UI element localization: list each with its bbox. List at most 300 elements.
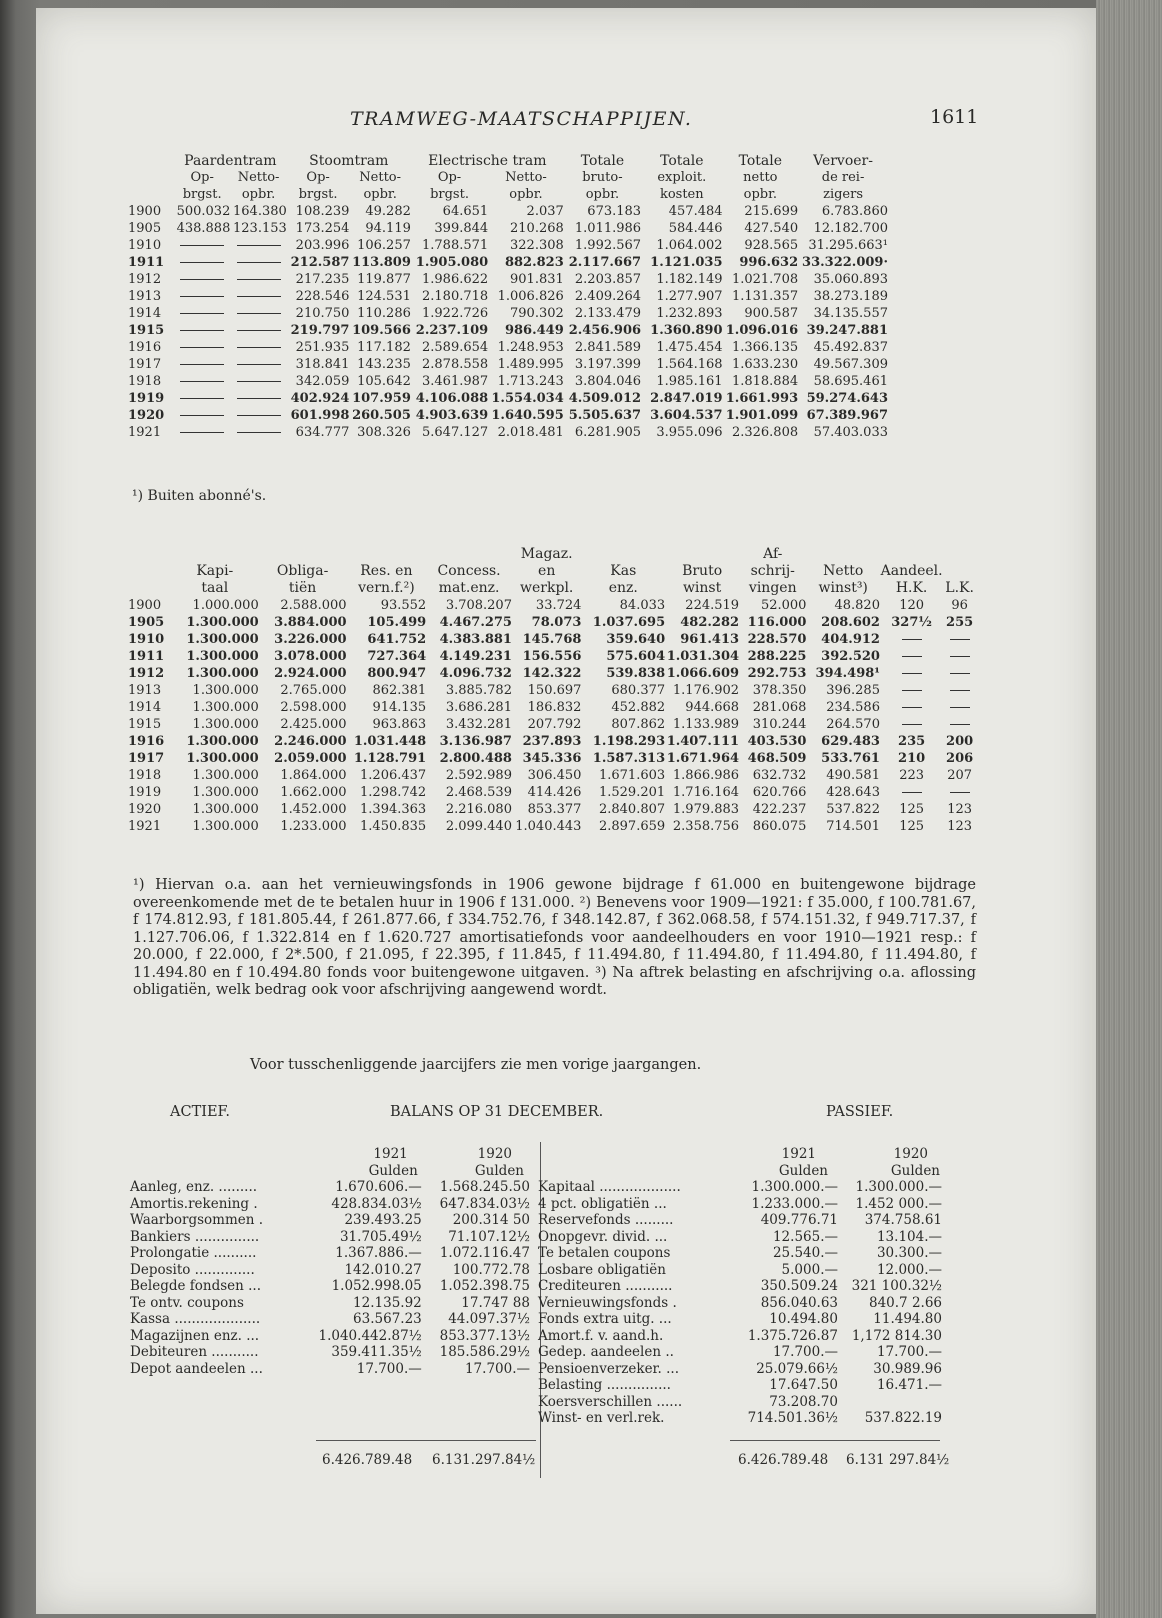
balans-label: Kapitaal ...................	[538, 1179, 681, 1195]
table-cell: 601.998	[290, 408, 350, 423]
column-header: enz.	[608, 580, 638, 596]
table-header-row	[128, 546, 976, 563]
balans-value-1920: 1.452 000.—	[855, 1195, 942, 1212]
balans-value-1921: 10.494.80	[769, 1311, 838, 1327]
dash-placeholder	[237, 347, 281, 348]
balans-row	[538, 1196, 942, 1213]
table-cell: 4.106.088	[415, 391, 489, 406]
table-cell: 3.432.281	[445, 717, 512, 732]
table-row	[128, 614, 976, 631]
table-cell: 1.300.000	[186, 734, 259, 749]
table-cell: 1.006.826	[497, 289, 564, 304]
column-header: taal	[201, 580, 229, 596]
balans-value-1921: 1.040.442.87½	[318, 1327, 422, 1344]
table-cell: 1.450.835	[360, 819, 427, 834]
table-cell: 116.000	[747, 615, 807, 630]
table-cell: 6.783.860	[821, 204, 888, 219]
dash-placeholder	[180, 313, 224, 314]
balans-value-1921: 17.647.50	[769, 1377, 838, 1393]
table-cell: 575.604	[606, 649, 666, 664]
table-cell: 96	[951, 598, 968, 613]
table-cell: 48.820	[834, 598, 880, 613]
table-cell: 1.905.080	[415, 255, 489, 270]
table-cell: 2.117.667	[568, 255, 642, 270]
table-cell	[230, 407, 286, 424]
table-cell	[230, 424, 286, 441]
dash-placeholder	[180, 415, 224, 416]
balans-label: Losbare obligatiën	[538, 1261, 666, 1278]
table-cell: 457.484	[668, 204, 723, 219]
table-cell: 125	[899, 802, 925, 817]
table-cell: 1.300.000	[192, 785, 259, 800]
table-cell: 3.708.207	[445, 598, 512, 613]
column-header: Res. en	[360, 563, 413, 579]
table-cell: 5.647.127	[422, 425, 489, 440]
table-cell: 84.033	[619, 598, 666, 613]
balans-value-1920: 71.107.12½	[448, 1228, 530, 1245]
balans-value-1920: 1,172 814.30	[851, 1327, 942, 1344]
table-cell: 210	[898, 751, 926, 766]
table-cell: 1.011.986	[574, 221, 642, 236]
balans-value-1921: 73.208.70	[769, 1393, 838, 1410]
table-cell: 31.295.663¹	[808, 238, 888, 253]
table-cell: 281.068	[752, 700, 807, 715]
balans-label: Reservefonds .........	[538, 1212, 674, 1228]
table-cell: 1.300.000	[186, 751, 259, 766]
table-cell	[230, 271, 286, 288]
dash-placeholder	[950, 724, 970, 725]
balans-label: Aanleg, enz. .........	[130, 1179, 258, 1195]
row-year: 1915	[128, 323, 165, 338]
table-cell: 1.300.000	[186, 666, 259, 681]
table-cell	[880, 631, 943, 648]
balans-value-1921: 5.000.—	[781, 1261, 838, 1278]
total-rule	[316, 1440, 536, 1441]
table-cell: 306.450	[527, 768, 582, 783]
balans-value-1920: 185.586.29½	[439, 1344, 530, 1360]
table-cell	[174, 407, 230, 424]
column-header	[171, 546, 259, 563]
balans-label: Onopgevr. divid. ...	[538, 1228, 668, 1245]
table-finance	[128, 546, 976, 835]
column-header: zigers	[823, 187, 864, 202]
balans-label: Winst- en verl.rek.	[538, 1410, 665, 1426]
table-cell	[174, 288, 230, 305]
balans-row	[130, 1295, 530, 1312]
total-actief-1920: 6.131.297.84½	[432, 1452, 536, 1468]
balans-value-1920	[838, 1394, 942, 1411]
table-cell: 1.640.595	[491, 408, 564, 423]
table-cell: 1.232.893	[656, 306, 723, 321]
row-year: 1914	[128, 306, 162, 321]
balans-value-1921: 239.493.25	[344, 1212, 422, 1228]
table-cell: 2.592.989	[445, 768, 512, 783]
table-cell: 207.792	[527, 717, 582, 732]
row-year: 1911	[128, 649, 165, 664]
row-year: 1916	[128, 734, 165, 749]
table-cell: 629.483	[821, 734, 880, 749]
table-cell: 533.761	[821, 751, 880, 766]
balans-value-1921: 1.233.000.—	[751, 1195, 838, 1212]
table-cell: 318.841	[295, 357, 350, 372]
table-cell: 1.233.000	[280, 819, 347, 834]
balans-row	[130, 1278, 530, 1295]
balans-value-1920: 1.072.116.47	[439, 1245, 530, 1261]
table-cell	[230, 305, 286, 322]
table-cell: 2.897.659	[598, 819, 666, 834]
balans-row	[130, 1311, 530, 1328]
table-cell: 1.182.149	[656, 272, 723, 287]
column-header: H.K.	[895, 580, 928, 596]
balans-label: Koersverschillen ......	[538, 1393, 683, 1410]
table-cell: 109.566	[352, 323, 411, 338]
table-cell: 2.878.558	[422, 357, 489, 372]
table-cell: 673.183	[587, 204, 642, 219]
table-cell: 2.358.756	[672, 819, 740, 834]
table-cell	[174, 254, 230, 271]
row-year: 1914	[128, 700, 162, 715]
running-title: TRAMWEG-MAATSCHAPPIJEN.	[350, 108, 693, 130]
table-cell: 3.604.537	[650, 408, 723, 423]
row-year: 1918	[128, 768, 162, 783]
column-header: opbr.	[363, 187, 397, 202]
table-cell: 2.037	[526, 204, 564, 219]
balans-label: Depot aandeelen ...	[130, 1360, 263, 1377]
group-header: Totale	[738, 153, 783, 169]
table-cell: 38.273.189	[813, 289, 888, 304]
table-cell: 34.135.557	[813, 306, 888, 321]
balans-label: Crediteuren ...........	[538, 1278, 673, 1294]
table-cell: 292.753	[747, 666, 807, 681]
table-row	[128, 750, 976, 767]
table-cell: 1.176.902	[672, 683, 740, 698]
table-cell: 1.300.000	[192, 700, 259, 715]
table-cell	[230, 322, 286, 339]
balans-label: 4 pct. obligatiën ...	[538, 1195, 667, 1212]
table-cell: 57.403.033	[813, 425, 888, 440]
balans-row	[538, 1311, 942, 1328]
table-cell: 1.554.034	[491, 391, 564, 406]
column-header: opbr.	[241, 187, 276, 202]
column-header: Kas	[610, 563, 637, 579]
table-cell: 255	[946, 615, 974, 630]
row-year: 1920	[128, 408, 165, 423]
table-cell: 237.893	[522, 734, 582, 749]
table-cell: 1.300.000	[192, 802, 259, 817]
table-cell	[230, 254, 286, 271]
table-cell: 78.073	[531, 615, 582, 630]
table-cell: 123.153	[233, 221, 287, 236]
total-passief-1920: 6.131 297.84½	[846, 1452, 950, 1468]
table-cell: 392.520	[821, 649, 880, 664]
table-cell: 1.096.016	[725, 323, 799, 338]
table-cell: 860.075	[752, 819, 807, 834]
column-header: netto	[743, 170, 778, 185]
balans-value-1921: 1.375.726.87	[747, 1327, 838, 1344]
table-cell: 452.882	[611, 700, 666, 715]
table-cell: 1.864.000	[280, 768, 347, 783]
table-cell	[230, 237, 286, 254]
balans-value-1921: 142.010.27	[344, 1261, 422, 1278]
table-cell: 2.246.000	[274, 734, 347, 749]
table-cell: 119.877	[357, 272, 411, 287]
balans-label: Gedep. aandeelen ..	[538, 1344, 674, 1360]
column-header	[581, 546, 665, 563]
table-cell: 156.556	[522, 649, 582, 664]
table-cell: 800.947	[367, 666, 427, 681]
dash-placeholder	[180, 432, 224, 433]
table-cell: 1.300.000	[186, 632, 259, 647]
table-cell: 1.300.000	[192, 683, 259, 698]
table-header-row	[128, 169, 888, 186]
balans-row	[538, 1212, 942, 1229]
table-cell	[230, 390, 286, 407]
balans-value-1920: 12.000.—	[876, 1261, 942, 1278]
table-cell: 345.336	[522, 751, 582, 766]
group-header: Paardentram	[184, 153, 277, 169]
row-year: 1900	[128, 204, 162, 219]
note-previous-years: Voor tusschenliggende jaarcijfers zie men vorige jaargangen.	[250, 1057, 702, 1073]
table-cell: 4.383.881	[439, 632, 512, 647]
table-cell: 394.498¹	[815, 666, 880, 681]
table-row	[128, 373, 888, 390]
balans-row	[130, 1262, 530, 1279]
column-header: Kapi-	[196, 563, 234, 579]
table-cell: 212.587	[290, 255, 350, 270]
total-actief-1921: 6.426.789.48	[322, 1452, 413, 1468]
table-header-groups	[128, 154, 888, 169]
balans-value-1921: 1.300.000.—	[751, 1179, 838, 1195]
passief-label: PASSIEF.	[826, 1104, 894, 1120]
table-cell: 1.633.230	[731, 357, 799, 372]
actief-label: ACTIEF.	[170, 1104, 230, 1120]
balans-value-1921: 1.367.886.—	[335, 1245, 422, 1261]
table-cell: 108.239	[295, 204, 350, 219]
dash-placeholder	[237, 415, 281, 416]
table-header-row	[128, 186, 888, 203]
column-header: en	[538, 563, 556, 579]
col-unit: Gulden	[890, 1162, 940, 1179]
table-cell: 1.922.726	[422, 306, 489, 321]
table-cell	[880, 648, 943, 665]
table-cell: 206	[946, 751, 974, 766]
table-cell: 105.642	[357, 374, 411, 389]
table-cell: 1.475.454	[656, 340, 723, 355]
table-cell: 2.099.440	[445, 819, 512, 834]
balans-value-1921: 409.776.71	[760, 1212, 838, 1228]
dash-placeholder	[237, 364, 281, 365]
column-header: Bruto	[682, 563, 723, 579]
row-year: 1912	[128, 666, 165, 681]
dash-placeholder	[180, 347, 224, 348]
table-cell: 882.823	[504, 255, 564, 270]
col-year: 1921	[781, 1146, 816, 1162]
dash-placeholder	[237, 432, 281, 433]
table-row	[128, 254, 888, 271]
column-header: werkpl.	[520, 580, 574, 596]
table-cell	[943, 648, 976, 665]
group-header: Totale	[580, 153, 625, 169]
balans-row	[130, 1196, 530, 1213]
table-cell: 1.248.953	[497, 340, 564, 355]
col-unit: Gulden	[474, 1162, 524, 1179]
balans-label: Bankiers ...............	[130, 1228, 260, 1245]
balans-value-1920: 1.300.000.—	[855, 1179, 942, 1195]
dash-placeholder	[950, 707, 970, 708]
table-cell	[174, 356, 230, 373]
column-header: opbr.	[509, 187, 543, 202]
table-cell: 322.308	[510, 238, 564, 253]
table-cell: 215.699	[744, 204, 799, 219]
balans-value-1920: 321 100.32½	[851, 1278, 942, 1294]
table-cell: 49.567.309	[813, 357, 888, 372]
table-row	[128, 665, 976, 682]
table-cell: 52.000	[760, 598, 807, 613]
table-cell: 1.986.622	[422, 272, 489, 287]
table-cell: 260.505	[352, 408, 411, 423]
table-cell: 124.531	[357, 289, 411, 304]
balans-row	[538, 1410, 942, 1427]
table-cell: 1.300.000	[186, 649, 259, 664]
balans-value-1920: 200.314 50	[452, 1212, 530, 1228]
table-cell: 680.377	[611, 683, 666, 698]
table-cell: 422.237	[752, 802, 807, 817]
balans-value-1920: 30.300.—	[876, 1245, 942, 1261]
total-rule	[730, 1440, 940, 1441]
dash-placeholder	[902, 673, 922, 674]
column-header: Netto-	[237, 170, 280, 185]
table-cell: 427.540	[744, 221, 799, 236]
table-cell: 1.031.304	[666, 649, 740, 664]
table-cell: 2.456.906	[568, 323, 642, 338]
table-cell	[880, 784, 943, 801]
table-cell: 4.467.275	[439, 615, 512, 630]
column-header: winst	[682, 580, 722, 596]
column-header	[259, 546, 347, 563]
balans-value-1920: 100.772.78	[452, 1261, 530, 1278]
table-cell: 1.021.708	[731, 272, 799, 287]
balans-row	[538, 1179, 942, 1196]
table-cell	[880, 699, 943, 716]
balans-row	[538, 1295, 942, 1312]
table-cell: 468.509	[747, 751, 807, 766]
table-cell: 1.300.000	[192, 768, 259, 783]
balans-label: Magazijnen enz. ...	[130, 1327, 260, 1344]
table-cell: 228.570	[747, 632, 807, 647]
table-cell: 106.257	[357, 238, 411, 253]
balans-value-1920: 1.052.398.75	[439, 1278, 530, 1294]
table-cell: 2.059.000	[274, 751, 347, 766]
table-cell: 790.302	[510, 306, 564, 321]
table-cell: 500.032	[176, 204, 231, 219]
table-cell: 164.380	[233, 204, 287, 219]
table-cell: 64.651	[442, 204, 489, 219]
column-header: brgst.	[298, 187, 338, 202]
table-cell: 584.446	[668, 221, 723, 236]
footnote-2: ¹) Hiervan o.a. aan het vernieuwingsfonds in 1906 gewone bijdrage f 61.000 en buitengewone bijdrage overeenkomende met de te betalen huur in 1906 f 131.000. ²) Benevens voor 1909—1921: f 35.000, f 100.781.67, f 174.812.93, f 181.805.44, f 261.877.66, f 334.752.76, f 348.142.87, f 362.068.58, f 574.151.32, f 949.717.37, f 1.127.706.06, f 1.322.814 en f 1.620.727 amortisatiefonds voor aandeelhouders en voor 1910—1921 resp.: f 20.000, f 22.000, f 2*.500, f 21.095, f 22.395, f 11.845, f 11.494.80, f 11.494.80, f 11.494.80, f 11.494.80, f 11.494.80 en f 10.494.80 fonds voor buitengewone uitgaven. ³) Na aftrek belasting en afschrijving o.a. aflossing obligatiën, welk bedrag ook voor afschrijving aangewend wordt.	[133, 877, 976, 998]
row-year: 1916	[128, 340, 162, 355]
group-header: Totale	[660, 153, 704, 169]
table-cell: 490.581	[826, 768, 880, 783]
table-cell: 714.501	[826, 819, 880, 834]
balans-row	[130, 1344, 530, 1361]
table-cell	[230, 356, 286, 373]
table-cell	[943, 631, 976, 648]
balans-value-1920: 840.7 2.66	[869, 1294, 942, 1311]
column-header: Obliga-	[276, 563, 329, 579]
column-header: opbr.	[743, 187, 778, 202]
table-cell: 210.750	[295, 306, 350, 321]
table-cell: 399.844	[434, 221, 489, 236]
table-cell: 428.643	[826, 785, 880, 800]
table-cell	[174, 271, 230, 288]
table-cell: 228.546	[295, 289, 350, 304]
row-year: 1913	[128, 683, 162, 698]
balans-value-1920: 11.494.80	[873, 1311, 942, 1327]
table-cell	[174, 237, 230, 254]
balans-value-1921: 12.135.92	[353, 1294, 422, 1311]
table-cell: 5.505.637	[568, 408, 642, 423]
row-year: 1911	[128, 255, 165, 270]
col-year: 1920	[477, 1146, 512, 1162]
row-year: 1905	[128, 615, 165, 630]
balans-value-1921: 714.501.36½	[747, 1410, 838, 1426]
table-cell: 3.078.000	[274, 649, 347, 664]
dash-placeholder	[950, 639, 970, 640]
table-cell: 39.247.881	[806, 323, 888, 338]
table-cell: 359.640	[606, 632, 666, 647]
balans-row	[130, 1361, 530, 1378]
balans-value-1921: 25.540.—	[772, 1245, 838, 1261]
table-row	[128, 322, 888, 339]
table-cell: 4.903.639	[415, 408, 489, 423]
balans-value-1921: 17.700.—	[772, 1344, 838, 1360]
table-cell: 2.326.808	[731, 425, 799, 440]
table-cell: 928.565	[744, 238, 799, 253]
table-row	[128, 716, 976, 733]
table-cell	[174, 390, 230, 407]
table-row	[128, 339, 888, 356]
table-cell: 914.135	[372, 700, 427, 715]
column-header	[806, 546, 880, 563]
table-cell: 208.602	[821, 615, 880, 630]
table-cell	[880, 716, 943, 733]
balans-value-1921: 31.705.49½	[339, 1228, 422, 1245]
table-cell	[943, 699, 976, 716]
column-header: Op-	[437, 170, 462, 185]
balans-value-1920: 30.989.96	[873, 1360, 942, 1377]
table-cell: 634.777	[295, 425, 350, 440]
table-cell: 123	[947, 802, 973, 817]
column-header: Netto-	[505, 170, 547, 185]
table-cell: 2.409.264	[574, 289, 642, 304]
table-cell: 1.661.993	[725, 391, 799, 406]
table-cell	[174, 322, 230, 339]
table-cell: 1.985.161	[656, 374, 723, 389]
balans-value-1920: 647.834.03½	[439, 1195, 530, 1212]
row-year: 1917	[128, 357, 162, 372]
table-cell: 143.235	[357, 357, 411, 372]
table-cell: 223	[899, 768, 925, 783]
table-cell: 264.570	[826, 717, 880, 732]
table-cell: 1.671.964	[666, 751, 740, 766]
balans-label: Belasting ...............	[538, 1377, 671, 1393]
balans-value-1920: 17.700.—	[464, 1360, 530, 1377]
table-cell: 2.800.488	[439, 751, 512, 766]
column-header	[426, 546, 512, 563]
balans-value-1920: 16.471.—	[876, 1377, 942, 1393]
row-year: 1910	[128, 632, 165, 647]
